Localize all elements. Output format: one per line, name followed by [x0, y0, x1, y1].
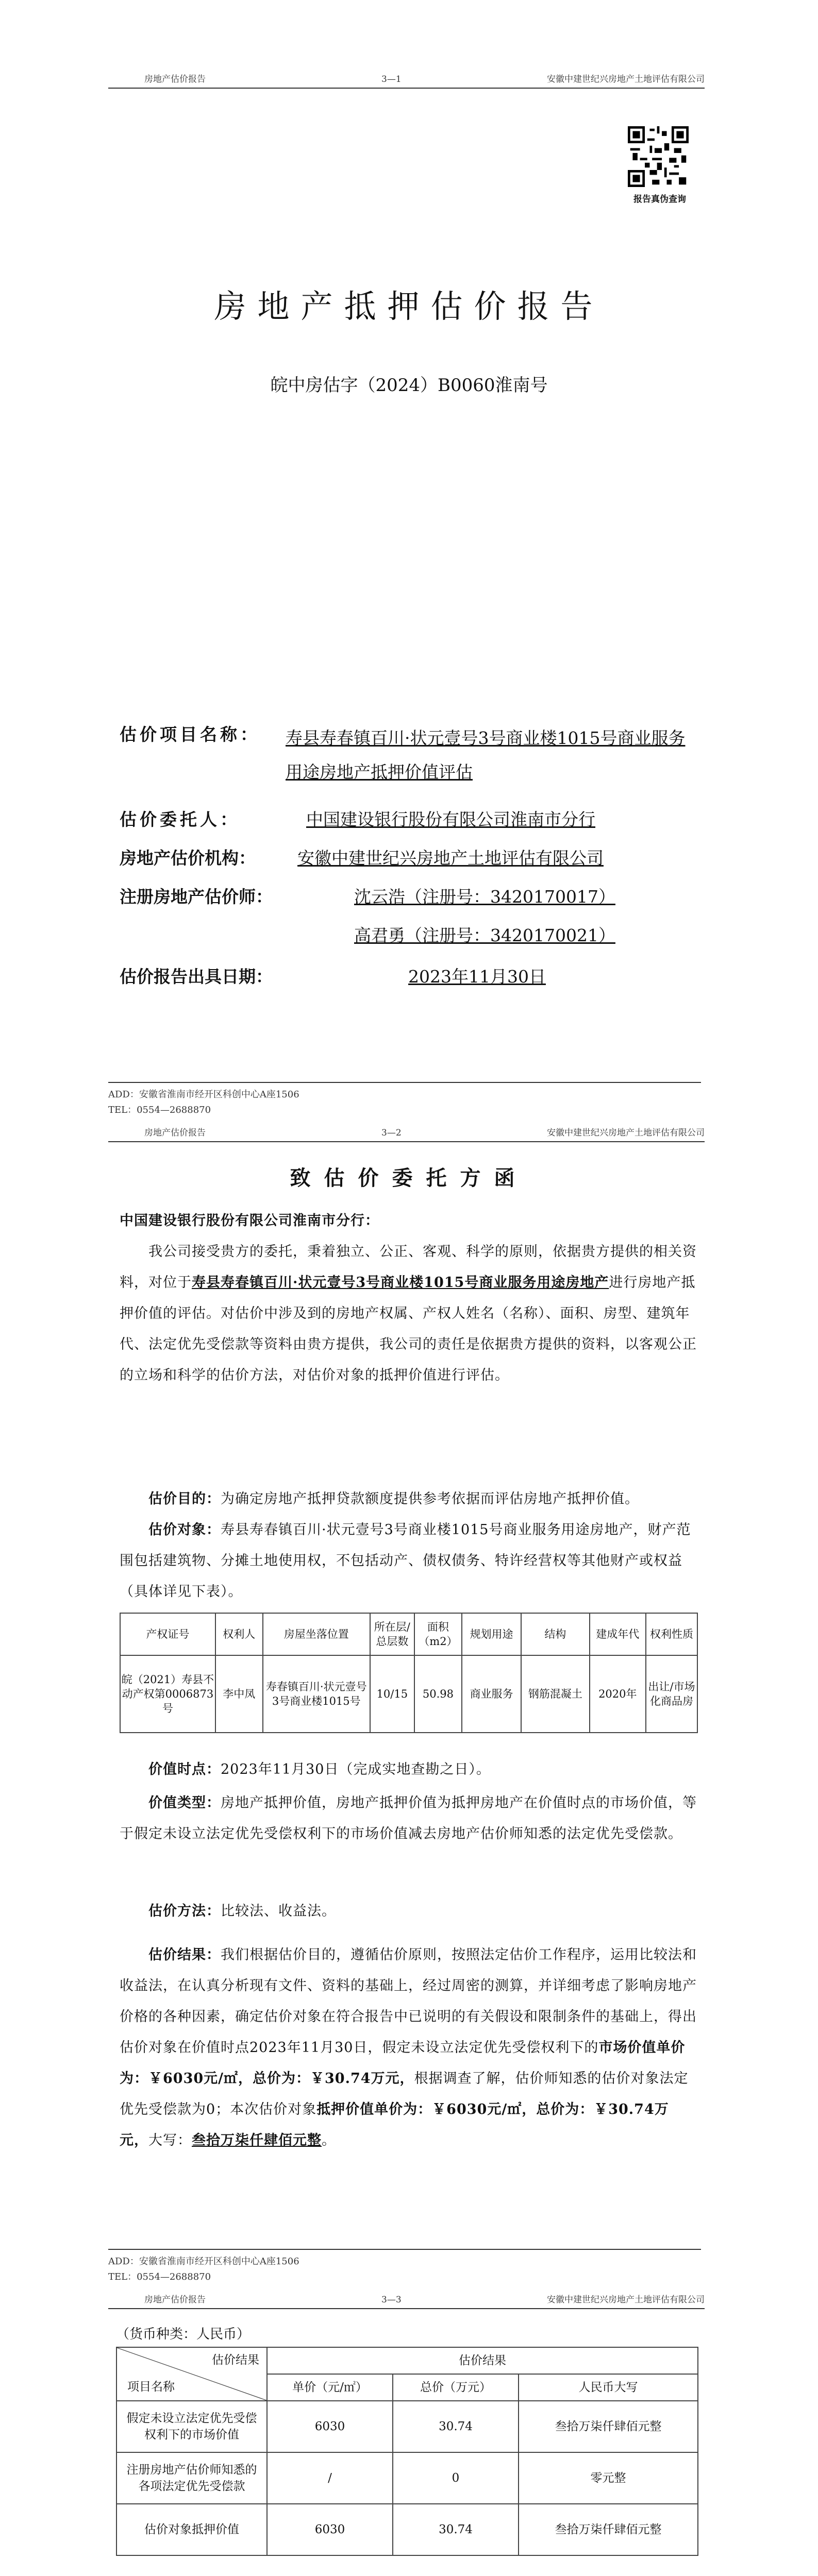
- object-text: 寿县寿春镇百川·状元壹号3号商业楼1015号商业服务用途房地产，财产范围包括建筑物、分摊土地使用权，不包括动产、债权债务、特许经营权等其他财产或权益（具体详见下表）。: [120, 1522, 691, 1600]
- table-cell: 商业服务: [462, 1655, 521, 1733]
- letter-recipient: 中国建设银行股份有限公司淮南市分行：: [120, 1213, 379, 1229]
- result-label: 估价结果：: [148, 1947, 221, 1963]
- table-cell: 2020年: [590, 1655, 646, 1733]
- summary-row-name: 假定未设立法定优先受偿权利下的市场价值: [116, 2401, 267, 2452]
- date-label: 估价报告出具日期：: [120, 967, 273, 987]
- agency-label: 房地产估价机构：: [120, 848, 256, 868]
- page-footer: [108, 1082, 701, 1118]
- table-cell: 50.98: [414, 1655, 462, 1733]
- footer-address: ADD：安徽省淮南市经开区科创中心A座1506: [108, 2256, 299, 2267]
- footer-tel: TEL：0554—2688870: [108, 1105, 211, 1115]
- method-paragraph: [120, 1896, 697, 1927]
- letter-title: 致估价委托方函: [290, 1166, 528, 1190]
- page-header: [108, 67, 705, 89]
- currency-note: （货币种类：人民币）: [116, 2327, 251, 2342]
- value-type-label: 价值类型：: [148, 1795, 221, 1811]
- result-text-g: 。: [322, 2132, 336, 2148]
- result-paragraph: [120, 1940, 697, 2156]
- special-notice: [116, 2571, 698, 2576]
- qr-label: 报告真伪查询: [633, 194, 686, 205]
- property-table: [120, 1613, 698, 1733]
- result-text-a: 我们根据估价目的，遵循估价原则，按照法定估价工作程序，运用比较法和收益法，在认真分析现有文件、资料的基础上，经过周密的测算，并详细考虑了影响房地产价格的各种因素，确定估价对象在符合报告中已说明的有关假设和限制条件的基础上，得出估价对象在价值时点2023年11月30日，假定未设立法定优先受偿权利下的: [120, 1947, 697, 2056]
- table-header-cell: 房屋坐落位置: [263, 1613, 370, 1655]
- intro-text-a: 我公司接受贵方的委托，秉着独立、公正、客观、科学的原则，依据贵方提供的相关资料，对位于: [120, 1244, 697, 1291]
- client-label: 估价委托人：: [120, 809, 240, 829]
- value-date-label: 价值时点：: [148, 1761, 221, 1777]
- letter-intro: [120, 1236, 697, 1391]
- diagonal-header-cell: [116, 2347, 267, 2401]
- table-header-row: [120, 1613, 697, 1655]
- diagonal-header-top: 估价结果: [212, 2353, 259, 2367]
- table-cell: 钢筋混凝土: [521, 1655, 590, 1733]
- result-text-e: 大写：: [148, 2132, 192, 2148]
- summary-row-name: 估价对象抵押价值: [116, 2504, 267, 2555]
- table-header-cell: 产权证号: [120, 1613, 215, 1655]
- value-date-text: 2023年11月30日（完成实地查勘之日）。: [221, 1761, 491, 1777]
- purpose-label: 估价目的：: [148, 1491, 221, 1507]
- summary-group-header: 估价结果: [267, 2347, 698, 2374]
- date-value: 2023年11月30日: [408, 967, 546, 987]
- header-left: 房地产估价报告: [144, 74, 206, 84]
- table-header-cell: 建成年代: [590, 1613, 646, 1655]
- result-text-c: 根据调查了解，估价师知悉的估价对象法定优先受偿款为0；本次估价对象: [120, 2071, 689, 2117]
- object-paragraph: [120, 1515, 697, 1607]
- header-page-number: 3—2: [381, 1128, 402, 1138]
- header-right: 安徽中建世纪兴房地产土地评估有限公司: [547, 2295, 705, 2305]
- summary-row-upper: 零元整: [519, 2452, 698, 2504]
- summary-row-unit: 6030: [267, 2401, 393, 2452]
- result-uppercase: 叁拾万柒仟肆佰元整: [192, 2132, 322, 2148]
- intro-text-c: 进行房地产抵押价值的评估。对估价中涉及到的房地产权属、产权人姓名（名称）、面积、房型、建筑年代、法定优先受偿款等资料由贵方提供，我公司的责任是依据贵方提供的资料，以客观公正的立场和科学的估价方法，对估价对象的抵押价值进行评估。: [120, 1275, 697, 1383]
- table-row: [116, 2401, 698, 2452]
- page-footer: [108, 2249, 701, 2285]
- summary-row-unit: /: [267, 2452, 393, 2504]
- diagonal-header-bottom: 项目名称: [127, 2380, 175, 2394]
- report-number: 皖中房估字（2024）B0060淮南号: [270, 375, 548, 396]
- date-paragraph: [120, 1754, 697, 1785]
- table-header-cell: 权利人: [215, 1613, 263, 1655]
- header-left: 房地产估价报告: [144, 2295, 206, 2305]
- project-value: 寿县寿春镇百川·状元壹号3号商业楼1015号商业服务用途房地产抵押价值评估: [286, 728, 686, 782]
- page-header: [108, 1121, 705, 1142]
- table-header-cell: 权利性质: [646, 1613, 697, 1655]
- purpose-paragraph: [120, 1484, 697, 1515]
- result-mortgage-value: 抵押价值单价为：￥6030元/㎡，总价为：￥30.74万元，: [120, 2102, 669, 2148]
- purpose-text: 为确定房地产抵押贷款额度提供参考依据而评估房地产抵押价值。: [221, 1491, 639, 1507]
- table-header-cell: 结构: [521, 1613, 590, 1655]
- value-type-text: 房地产抵押价值，房地产抵押价值为抵押房地产在价值时点的市场价值，等于假定未设立法定优先受偿权利下的市场价值减去房地产估价师知悉的法定优先受偿款。: [120, 1795, 697, 1842]
- table-row: [116, 2504, 698, 2555]
- report-title: 房地产抵押估价报告: [214, 287, 604, 325]
- summary-header-row: [116, 2347, 698, 2374]
- header-left: 房地产估价报告: [144, 1128, 206, 1138]
- footer-address: ADD：安徽省淮南市经开区科创中心A座1506: [108, 1089, 299, 1100]
- table-row: [120, 1655, 697, 1733]
- summary-unit-header: 单价（元/㎡）: [267, 2374, 393, 2401]
- table-row: [116, 2452, 698, 2504]
- table-cell: 皖（2021）寿县不动产权第0006873号: [120, 1655, 215, 1733]
- table-cell: 李中凤: [215, 1655, 263, 1733]
- intro-subject: 寿县寿春镇百川·状元壹号3号商业楼1015号商业服务用途房地产: [192, 1275, 609, 1291]
- summary-total-header: 总价（万元）: [393, 2374, 519, 2401]
- header-page-number: 3—1: [381, 74, 402, 84]
- method-text: 比较法、收益法。: [221, 1903, 336, 1919]
- summary-row-total: 30.74: [393, 2401, 519, 2452]
- agency-value: 安徽中建世纪兴房地产土地评估有限公司: [297, 848, 604, 868]
- header-right: 安徽中建世纪兴房地产土地评估有限公司: [547, 1128, 705, 1138]
- table-cell: 出让/市场化商品房: [646, 1655, 697, 1733]
- summary-upper-header: 人民币大写: [519, 2374, 698, 2401]
- appraiser-2: 高君勇（注册号：3420170021）: [354, 925, 615, 945]
- qr-code[interactable]: [628, 126, 689, 187]
- appraiser-label: 注册房地产估价师：: [120, 887, 273, 907]
- table-header-cell: 所在层/总层数: [370, 1613, 414, 1655]
- summary-row-upper: 叁拾万柒仟肆佰元整: [519, 2401, 698, 2452]
- table-cell: 寿春镇百川·状元壹号3号商业楼1015号: [263, 1655, 370, 1733]
- client-value: 中国建设银行股份有限公司淮南市分行: [306, 809, 595, 829]
- appraiser-1: 沈云浩（注册号：3420170017）: [354, 887, 615, 907]
- footer-tel: TEL：0554—2688870: [108, 2272, 211, 2282]
- method-label: 估价方法：: [148, 1903, 221, 1919]
- type-paragraph: [120, 1788, 697, 1850]
- table-header-cell: 面积（m2）: [414, 1613, 462, 1655]
- summary-row-name: 注册房地产估价师知悉的各项法定优先受偿款: [116, 2452, 267, 2504]
- summary-table: [116, 2347, 698, 2556]
- summary-row-unit: 6030: [267, 2504, 393, 2555]
- project-label: 估价项目名称：: [120, 724, 260, 744]
- header-right: 安徽中建世纪兴房地产土地评估有限公司: [547, 74, 705, 84]
- page-header: [108, 2287, 705, 2309]
- object-label: 估价对象：: [148, 1522, 221, 1538]
- summary-row-total: 30.74: [393, 2504, 519, 2555]
- header-page-number: 3—3: [381, 2295, 402, 2305]
- summary-row-total: 0: [393, 2452, 519, 2504]
- table-header-cell: 规划用途: [462, 1613, 521, 1655]
- summary-row-upper: 叁拾万柒仟肆佰元整: [519, 2504, 698, 2555]
- result-market-value: 市场价值单价为：￥6030元/㎡，总价为：￥30.74万元，: [120, 2040, 686, 2087]
- table-cell: 10/15: [370, 1655, 414, 1733]
